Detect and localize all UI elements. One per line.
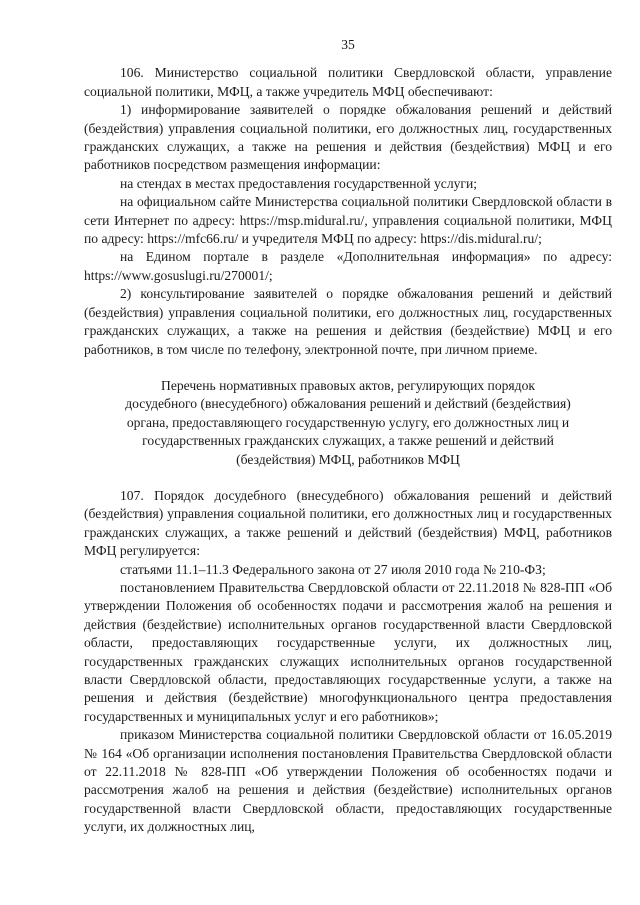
document-page (84, 36, 612, 837)
heading-line: Перечень нормативных правовых актов, регулирующих порядок (161, 377, 535, 393)
paragraph-106-item-2: 2) консультирование заявителей о порядке обжалования решений и действий (бездействия) управления социальной политики, его должностных лиц, государственных гражданских служащих, а также на решения и действия (бездействие) МФЦ и его работников, в том числе по телефону, электронной почте, при личном приеме. (84, 286, 612, 357)
section-heading (84, 377, 612, 469)
heading-line: государственных гражданских служащих, а также решений и действий (142, 433, 554, 449)
paragraph-107-intro: 107. Порядок досудебного (внесудебного) обжалования решений и действий (бездействия) управления социальной политики, его должностных лиц и государственных гражданских служащих, а также решений и действий (бездействия) МФЦ, работников МФЦ регулируется: (84, 487, 612, 559)
heading-line: (бездействия) МФЦ, работников МФЦ (236, 451, 460, 467)
page-number: 35 (341, 37, 355, 52)
heading-line: органа, предоставляющего государственную услугу, его должностных лиц и (126, 414, 570, 430)
paragraph-106-item-1-b: на официальном сайте Министерства социальной политики Свердловской области в сети Интернет по адресу: https://msp.midural.ru/, управления социальной политики, МФЦ по адресу: https://mfc66.ru/ и учредителя МФЦ по адресу: https://dis.midural.ru/; (84, 194, 612, 247)
paragraph-106-item-1-c: на Едином портале в разделе «Дополнительная информация» по адресу: https://www.gosuslugi.ru/270001/; (84, 249, 612, 283)
paragraph-107-item-a: статьями 11.1–11.3 Федерального закона от 27 июля 2010 года № 210-ФЗ; (120, 561, 546, 577)
paragraph-106-intro: 106. Министерство социальной политики Свердловской области, управление социальной политики, МФЦ, а также учредитель МФЦ обеспечивают: (84, 65, 612, 99)
paragraph-107-item-c: приказом Министерства социальной политики Свердловской области от 16.05.2019 № 164 «Об организации исполнения постановления Правительства Свердловской области от 22.11.2018 № 828-ПП «Об утверждении Положения об особенностях подачи и рассмотрения жалоб на решения и действия (бездействие) исполнительных органов государственной власти Свердловской области, предоставляющих государственные услуги, их должностных лиц, (84, 727, 612, 835)
paragraph-107-item-b: постановлением Правительства Свердловской области от 22.11.2018 № 828-ПП «Об утверждении Положения об особенностях подачи и рассмотрения жалоб на решения и действия (бездействие) исполнительных органов государственной власти Свердловской области, предоставляющих государственные услуги, их должностных лиц, государственных гражданских служащих исполнительных органов государственной власти Свердловской области, предоставляющих государственные услуги, а также на решения и действия (бездействие) многофункционального центра предоставления государственных и муниципальных услуг и его работников»; (84, 579, 612, 724)
heading-line: досудебного (внесудебного) обжалования решений и действий (бездействия) (125, 396, 571, 412)
paragraph-106-item-1-a: на стендах в местах предоставления государственной услуги; (120, 175, 478, 191)
paragraph-106-item-1: 1) информирование заявителей о порядке обжалования решений и действий (бездействия) управления социальной политики, его должностных лиц, государственных гражданских служащих, а также на решения и действия (бездействия) МФЦ и его работников посредством размещения информации: (84, 102, 612, 173)
